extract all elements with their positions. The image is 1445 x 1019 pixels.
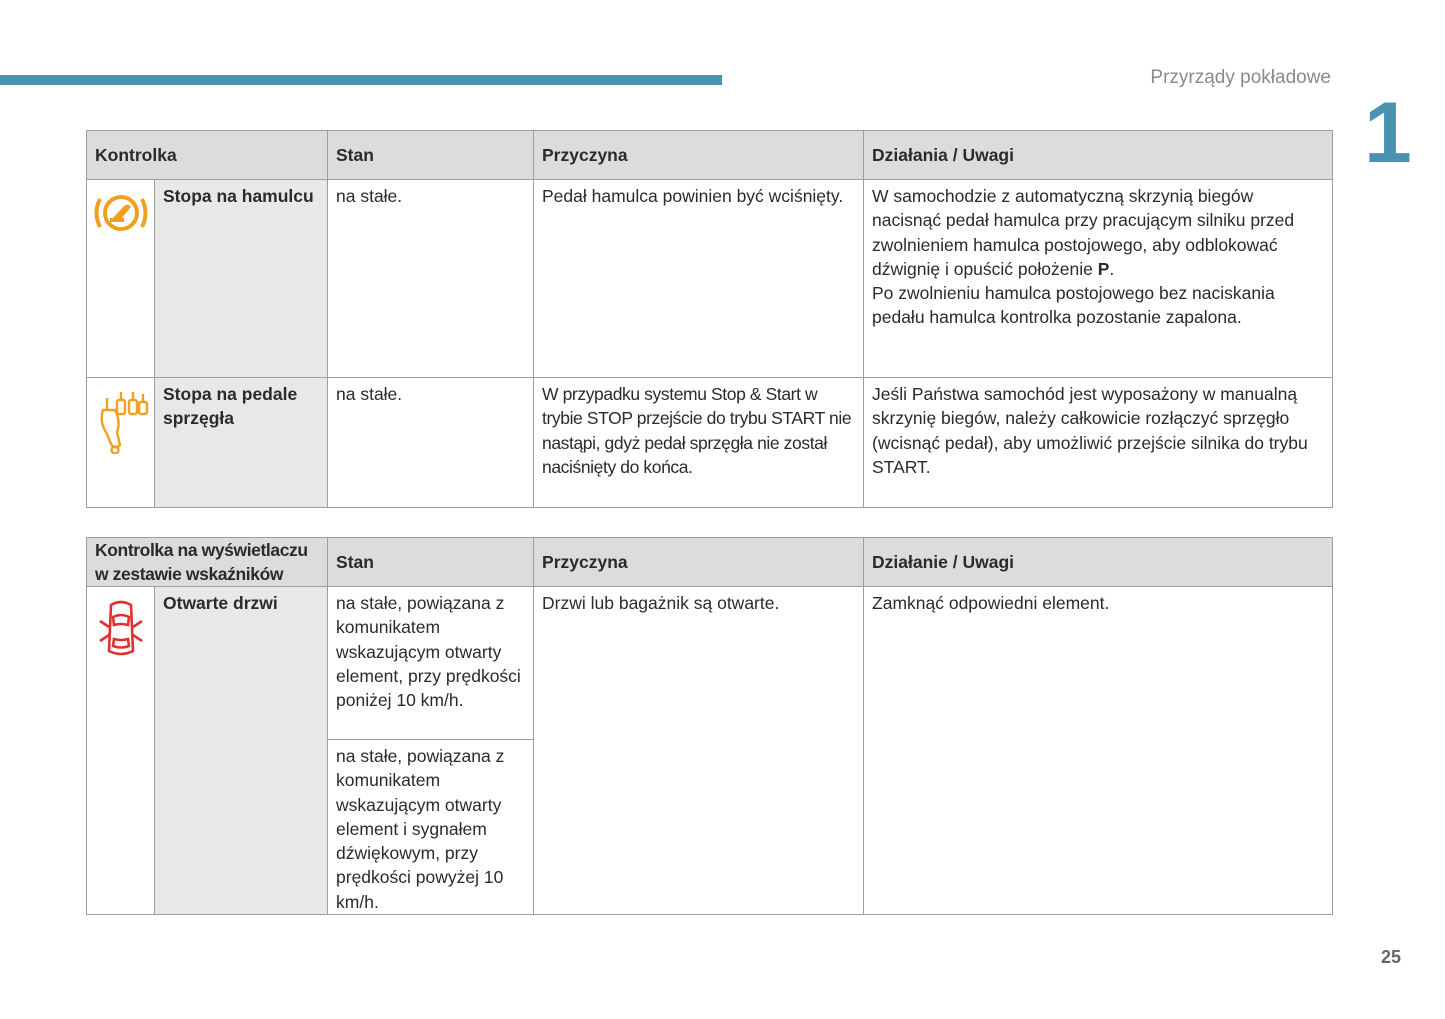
action-text-end: . — [1109, 258, 1115, 279]
action-cell: Zamknąć odpowiedni element. — [864, 587, 1333, 915]
chapter-number: 1 — [1364, 85, 1412, 181]
action-cell: Jeśli Państwa samochód jest wyposażony w manualną skrzynię biegów, należy całkowicie rozłączyć sprzęgło (wcisnąć pedał), aby umożliwić przejście silnika do trybu START. — [864, 378, 1333, 508]
gear-position-p: P — [1097, 258, 1110, 279]
light-name: Stopa na hamulcu — [155, 180, 328, 378]
cause-cell: Drzwi lub bagażnik są otwarte. — [534, 587, 864, 915]
table-header-row — [87, 538, 1333, 587]
table-row — [87, 587, 1333, 740]
display-lights-table — [86, 537, 1333, 915]
open-door-car-icon — [96, 597, 146, 659]
page-number: 25 — [1381, 947, 1402, 967]
section-title: Przyrządy pokładowe — [1150, 67, 1331, 88]
cause-cell: W przypadku systemu Stop & Start w trybie STOP przejście do trybu START nie nastąpi, gdyż pedał sprzęgła nie został naciśnięty do końca. — [534, 378, 864, 508]
header-accent-bar — [0, 75, 722, 85]
table-row — [87, 378, 1333, 508]
action-text: W samochodzie z automatyczną skrzynią biegów nacisnąć pedał hamulca przy pracującym silniku przed zwolnieniem hamulca postojowego, aby odblokować dźwignię i opuścić położenie — [872, 186, 1295, 279]
light-name: Stopa na pedale sprzęgła — [155, 378, 328, 508]
icon-cell — [87, 587, 155, 915]
state-cell-low-speed: na stałe, powiązana z komunikatem wskazującym otwarty element, przy prędkości poniżej 10 km/h. — [328, 587, 534, 740]
header-stan: Stan — [328, 131, 534, 180]
brake-foot-warning-icon — [91, 190, 151, 236]
header-przyczyna: Przyczyna — [534, 131, 864, 180]
icon-cell — [87, 180, 155, 378]
header-dzialanie: Działanie / Uwagi — [864, 538, 1333, 587]
warning-lights-table — [86, 130, 1333, 508]
action-text-note: Po zwolnieniu hamulca postojowego bez naciskania pedału hamulca kontrolka pozostanie zapalona. — [872, 283, 1275, 328]
icon-cell — [87, 378, 155, 508]
state-cell: na stałe. — [328, 180, 534, 378]
header-przyczyna: Przyczyna — [534, 538, 864, 587]
header-kontrolka: Kontrolka — [87, 131, 328, 180]
header-kontrolka-wyswietlacz: Kontrolka na wyświetlaczu w zestawie wskaźników — [87, 538, 328, 587]
table-header-row — [87, 131, 1333, 180]
action-cell — [864, 180, 1333, 378]
header-dzialania: Działania / Uwagi — [864, 131, 1333, 180]
cause-cell: Pedał hamulca powinien być wciśnięty. — [534, 180, 864, 378]
state-cell-high-speed: na stałe, powiązana z komunikatem wskazującym otwarty element i sygnałem dźwiękowym, przy prędkości powyżej 10 km/h. — [328, 740, 534, 915]
state-cell: na stałe. — [328, 378, 534, 508]
table-row — [87, 180, 1333, 378]
clutch-foot-icon — [93, 388, 149, 454]
header-stan: Stan — [328, 538, 534, 587]
light-name: Otwarte drzwi — [155, 587, 328, 915]
